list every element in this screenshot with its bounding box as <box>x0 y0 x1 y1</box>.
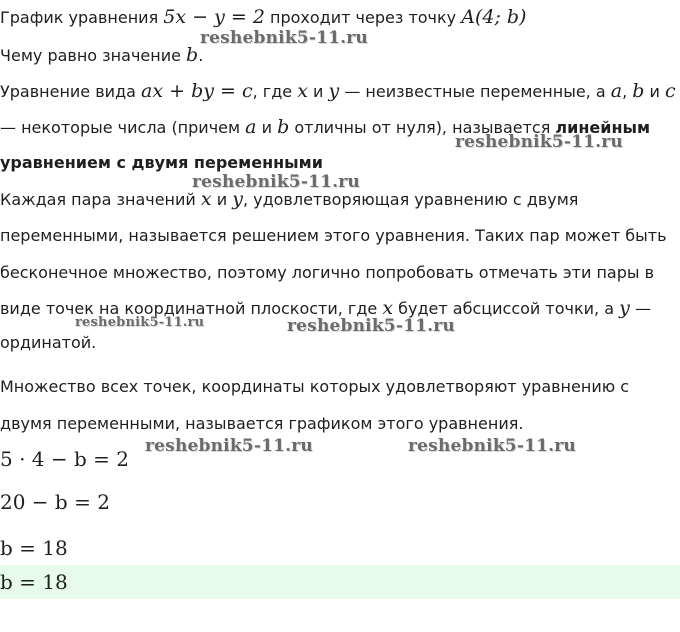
watermark: reshebnik5-11.ru <box>408 436 576 456</box>
watermark: reshebnik5-11.ru <box>192 172 360 192</box>
theory-text: , удовлетворяющая уравнению с двумя <box>242 190 579 209</box>
variable-a: a <box>610 80 623 102</box>
solution-step-2: 20 − b = 2 <box>0 490 110 514</box>
problem-line-1 <box>0 6 526 29</box>
answer-highlight <box>0 565 680 599</box>
watermark: reshebnik5-11.ru <box>455 132 623 152</box>
watermark: reshebnik5-11.ru <box>145 436 313 456</box>
variable-c: c <box>665 80 676 102</box>
solution-step-3: b = 18 <box>0 536 68 560</box>
theory-line-1 <box>0 80 676 103</box>
variable-b: b <box>277 116 290 138</box>
problem-text: проходит через точку <box>270 8 457 27</box>
punctuation: , <box>622 82 628 101</box>
theory-text: будет абсциссой точки, а <box>398 299 615 318</box>
answer: b = 18 <box>0 570 68 594</box>
theory-line-9: Множество всех точек, координаты которых удовлетворяют уравнению с <box>0 377 630 396</box>
term-bold: линейным <box>555 118 651 137</box>
theory-text: Каждая пара значений <box>0 190 196 209</box>
variable-a: a <box>245 116 257 138</box>
theory-text: и <box>261 118 272 137</box>
theory-text: Уравнение вида <box>0 82 136 101</box>
theory-text: — неизвестные переменные, а <box>344 82 606 101</box>
theory-line-8: ординатой. <box>0 333 97 352</box>
theory-text: — некоторые числа (причем <box>0 118 241 137</box>
theory-line-5: переменными, называется решением этого уравнения. Таких пар может быть <box>0 226 667 245</box>
variable-b: b <box>632 80 645 102</box>
variable-b: b <box>186 44 199 66</box>
variable-x: x <box>382 297 394 319</box>
theory-line-3 <box>0 152 323 174</box>
variable-y: y <box>328 80 340 102</box>
watermark: reshebnik5-11.ru <box>75 315 205 330</box>
variable-x: x <box>297 80 308 102</box>
variable-y: y <box>232 188 243 210</box>
equation: 5x − y = 2 <box>163 6 265 28</box>
theory-line-6: бесконечное множество, поэтому логично попробовать отмечать эти пары в <box>0 263 655 282</box>
theory-text: — <box>634 299 651 318</box>
theory-text: и <box>649 82 660 101</box>
theory-text: виде точек на координатной плоскости, где <box>0 299 378 318</box>
problem-text: График уравнения <box>0 8 159 27</box>
problem-line-2 <box>0 44 203 67</box>
theory-text: , где <box>252 82 293 101</box>
theory-line-10: двумя переменными, называется графиком этого уравнения. <box>0 414 524 433</box>
watermark: reshebnik5-11.ru <box>287 316 455 336</box>
theory-text: отличны от нуля), называется <box>294 118 551 137</box>
variable-y: y <box>619 297 630 319</box>
solution-step-1: 5 · 4 − b = 2 <box>0 447 129 471</box>
general-equation: ax + by = c <box>141 80 253 102</box>
question-text: Чему равно значение <box>0 46 181 65</box>
theory-text: и <box>216 190 228 209</box>
theory-text: и <box>313 82 324 101</box>
variable-x: x <box>200 188 212 210</box>
watermark: reshebnik5-11.ru <box>200 28 368 48</box>
term-bold: уравнением с двумя переменными <box>0 153 323 172</box>
punctuation: . <box>198 46 204 65</box>
point: A(4; b) <box>461 6 527 28</box>
